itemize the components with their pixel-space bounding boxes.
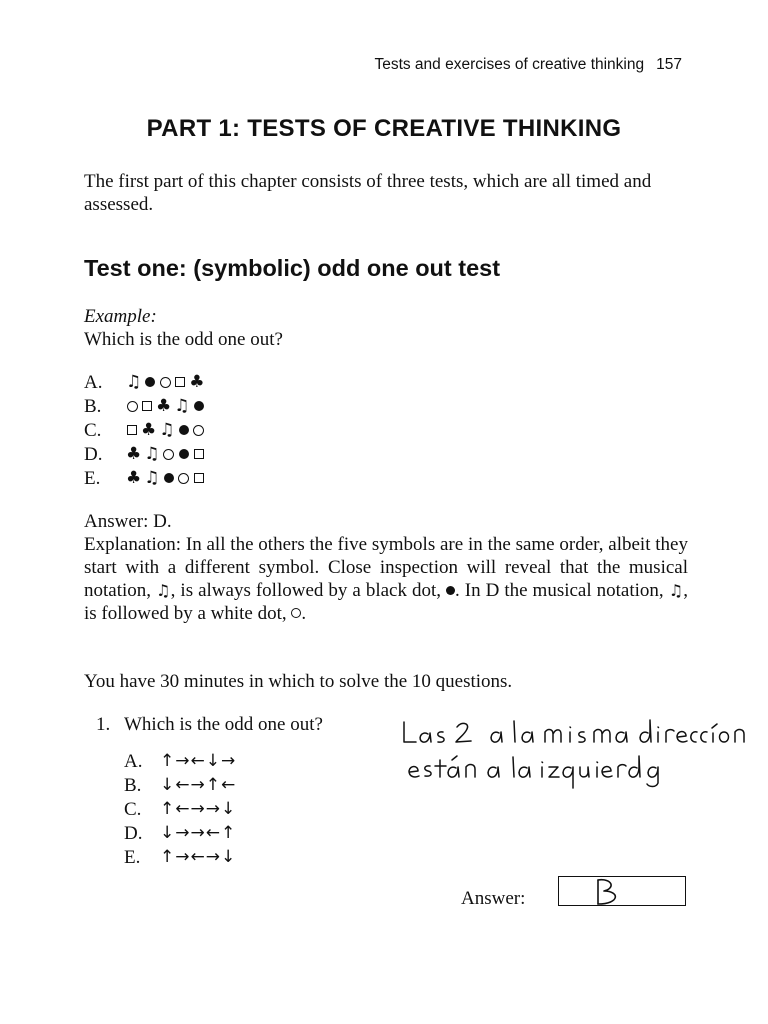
option-letter: B.: [124, 774, 142, 796]
option-letter: E.: [84, 467, 101, 489]
note-icon: ♫: [126, 371, 142, 392]
test-heading: Test one: (symbolic) odd one out test: [84, 255, 501, 281]
explanation-text: , is always followed by a black dot,: [170, 580, 442, 601]
option-letter: D.: [84, 443, 103, 465]
handwritten-line-1: [404, 720, 744, 742]
handwritten-line-2: [409, 756, 658, 788]
arrow-sequence: ↓→→←↑: [160, 822, 237, 843]
explanation-text: Explanation: In all the others the five symbols are in the same order, albeit they start with a different symbol. Close inspection will reveal that the musical notation,: [84, 534, 688, 601]
option-letter: E.: [124, 846, 141, 868]
club-icon: ♣: [126, 443, 142, 464]
arrow-sequence: ↑→←→↓: [160, 846, 237, 867]
explanation-text: , is followed by a white dot,: [84, 580, 689, 624]
club-icon: ♣: [156, 395, 172, 416]
arrow-sequence: ↑→←↓→: [160, 750, 237, 771]
example-label: Example:: [84, 306, 157, 327]
time-instructions: You have 30 minutes in which to solve the 10 questions.: [84, 671, 513, 692]
example-question: Which is the odd one out?: [84, 329, 283, 350]
option-letter: A.: [84, 371, 103, 393]
music-note-icon: ♫: [156, 581, 171, 600]
page-number: 157: [656, 56, 682, 73]
part-title: PART 1: TESTS OF CREATIVE THINKING: [146, 115, 622, 142]
option-letter: B.: [84, 395, 102, 417]
arrow-sequence: ↑←→→↓: [160, 798, 237, 819]
example-answer: Answer: D.: [84, 511, 172, 532]
music-note-icon: ♫: [668, 581, 684, 600]
option-letter: C.: [124, 798, 142, 820]
club-icon: ♣: [126, 467, 142, 488]
note-icon: ♫: [144, 443, 160, 464]
answer-label: Answer:: [461, 888, 526, 909]
option-letter: C.: [84, 419, 102, 441]
option-letter: A.: [124, 750, 143, 772]
explanation-text: .: [301, 603, 307, 624]
note-icon: ♫: [174, 395, 190, 416]
question-text: Which is the odd one out?: [124, 714, 323, 735]
running-title: Tests and exercises of creative thinking: [374, 56, 645, 73]
intro-paragraph: The first part of this chapter consists of three tests, which are all timed and assessed.: [84, 171, 652, 215]
explanation-text: . In D the musical notation,: [455, 580, 664, 601]
arrow-sequence: ↓←→↑←: [160, 774, 237, 795]
note-icon: ♫: [159, 419, 175, 440]
club-icon: ♣: [189, 371, 205, 392]
note-icon: ♫: [144, 467, 160, 488]
option-letter: D.: [124, 822, 143, 844]
handwritten-answer: [598, 880, 615, 904]
club-icon: ♣: [141, 419, 157, 440]
question-number: 1.: [96, 714, 111, 735]
